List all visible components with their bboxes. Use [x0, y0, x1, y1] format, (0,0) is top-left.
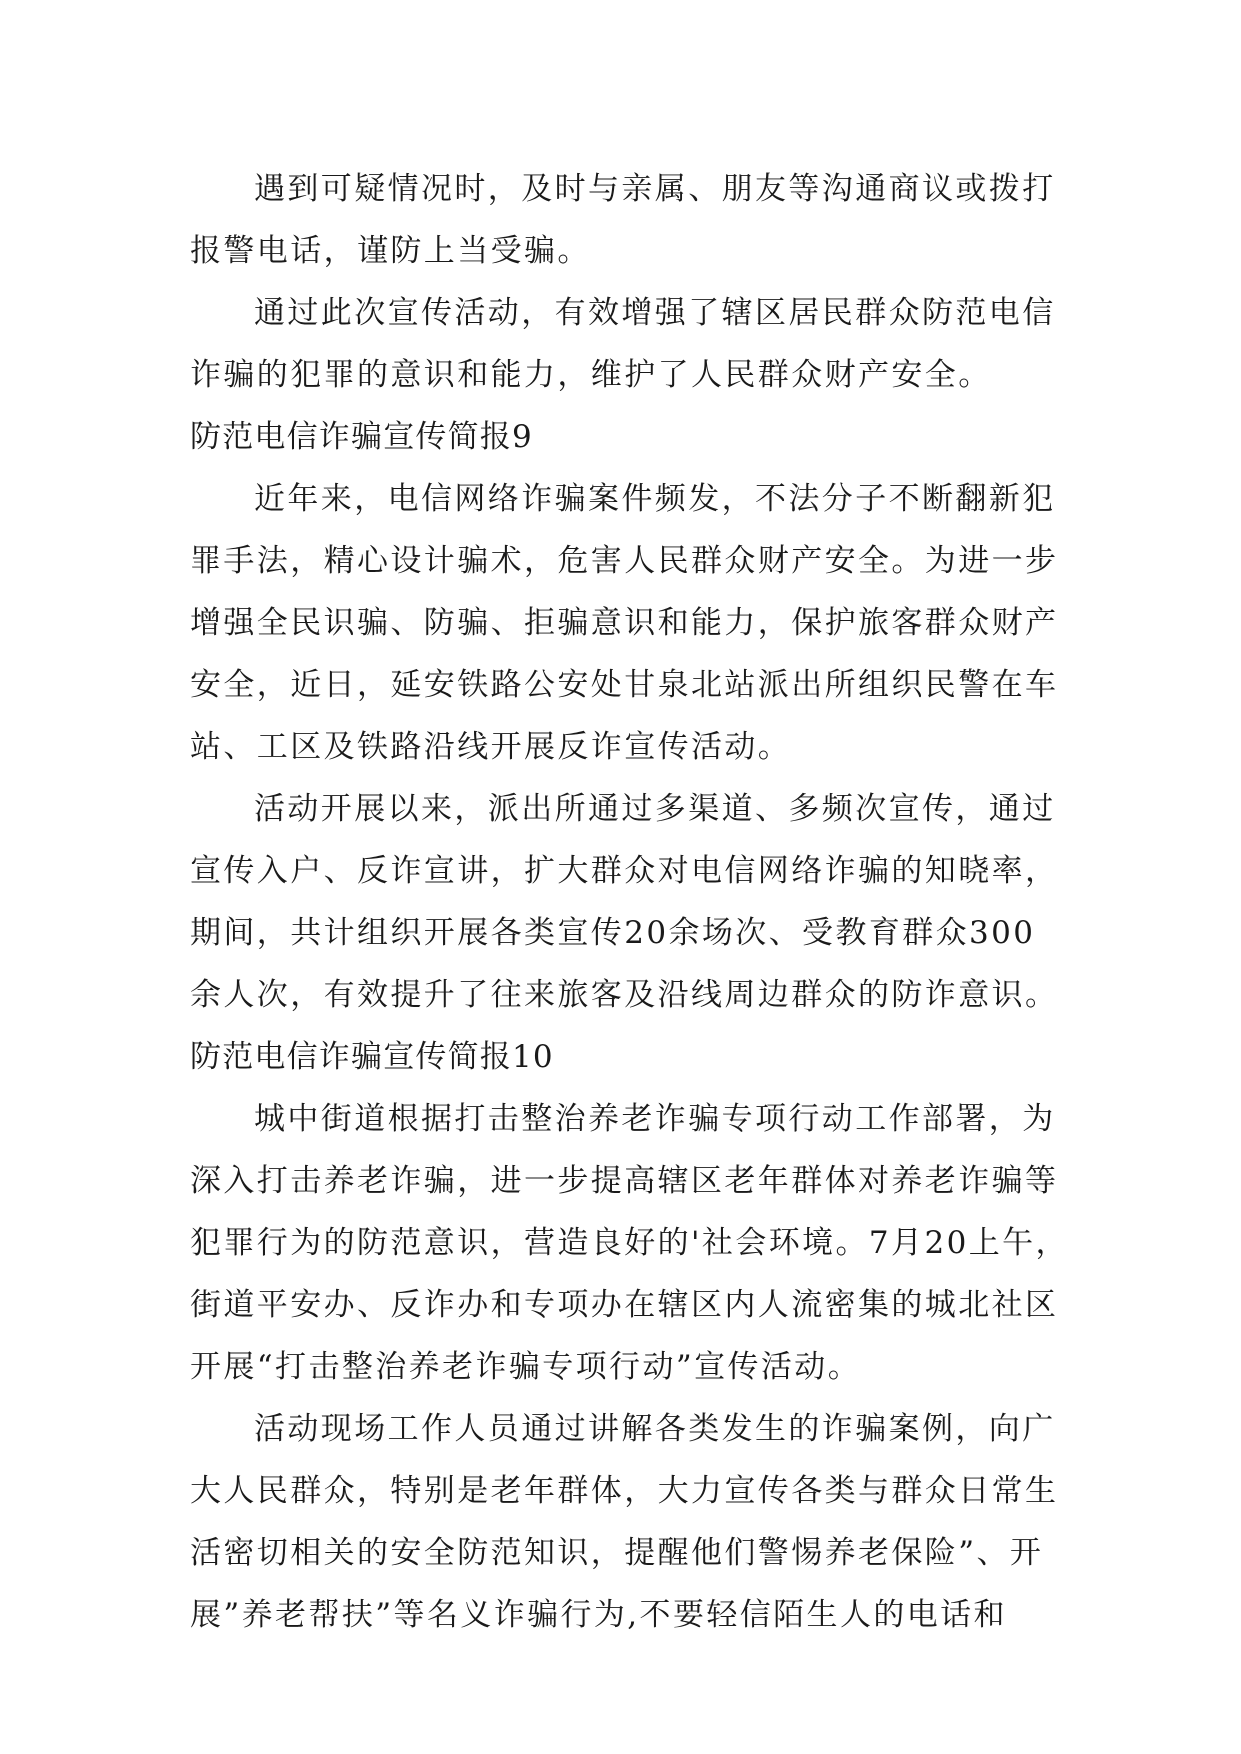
section-heading: 防范电信诈骗宣传简报9: [190, 419, 533, 455]
text-line: 近年来，电信网络诈骗案件频发，不法分子不断翻新犯: [254, 481, 1056, 517]
document-body: [190, 158, 1069, 1646]
text-line: 城中街道根据打击整治养老诈骗专项行动工作部署，为: [254, 1101, 1056, 1137]
text-line: 诈骗的犯罪的意识和能力，维护了人民群众财产安全。: [190, 357, 992, 393]
text-line: 犯罪行为的防范意识，营造良好的'社会环境。7月20上午，: [190, 1225, 1069, 1261]
text-line: 街道平安办、反诈办和专项办在辖区内人流密集的城北社区: [190, 1287, 1059, 1323]
text-line: 开展“打击整治养老诈骗专项行动”宣传活动。: [190, 1349, 862, 1385]
text-line: 深入打击养老诈骗，进一步提高辖区老年群体对养老诈骗等: [190, 1163, 1059, 1199]
text-line: 余人次，有效提升了往来旅客及沿线周边群众的防诈意识。: [190, 977, 1059, 1013]
text-line: 增强全民识骗、防骗、拒骗意识和能力，保护旅客群众财产: [190, 605, 1059, 641]
text-line: 安全，近日，延安铁路公安处甘泉北站派出所组织民警在车: [190, 667, 1059, 703]
text-line: 活动开展以来，派出所通过多渠道、多频次宣传，通过: [254, 791, 1056, 827]
section-heading: 防范电信诈骗宣传简报10: [190, 1039, 554, 1075]
text-line: 站、工区及铁路沿线开展反诈宣传活动。: [190, 729, 792, 765]
text-line: 大人民群众，特别是老年群体，大力宣传各类与群众日常生: [190, 1473, 1059, 1509]
text-line: 报警电话，谨防上当受骗。: [190, 233, 591, 269]
text-line: 活动现场工作人员通过讲解各类发生的诈骗案例，向广: [254, 1411, 1056, 1447]
text-line: 活密切相关的安全防范知识，提醒他们警惕养老保险”、开: [190, 1535, 1044, 1571]
text-line: 通过此次宣传活动，有效增强了辖区居民群众防范电信: [254, 295, 1056, 331]
text-line: 展”养老帮扶”等名义诈骗行为,不要轻信陌生人的电话和: [190, 1597, 1007, 1633]
text-line: 遇到可疑情况时，及时与亲属、朋友等沟通商议或拨打: [254, 171, 1056, 207]
text-line: 宣传入户、反诈宣讲，扩大群众对电信网络诈骗的知晓率，: [190, 853, 1059, 889]
text-line: 期间，共计组织开展各类宣传20余场次、受教育群众300: [190, 915, 1036, 951]
text-line: 罪手法，精心设计骗术，危害人民群众财产安全。为进一步: [190, 543, 1059, 579]
